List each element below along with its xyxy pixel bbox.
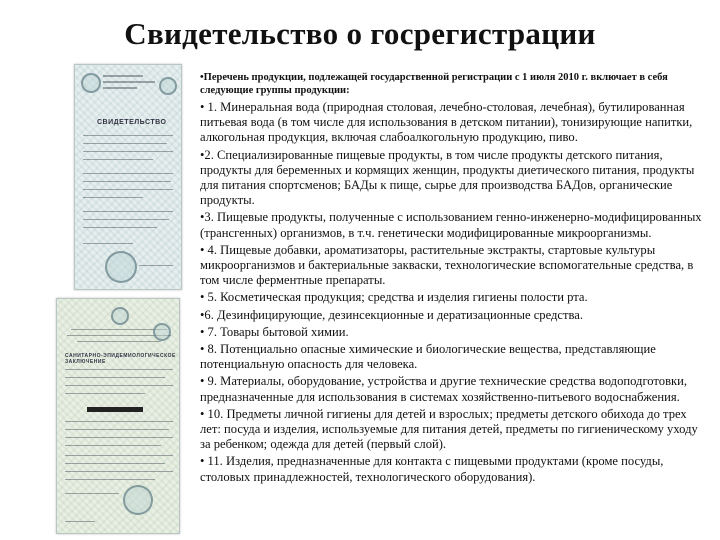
list-item: •3. Пищевые продукты, полученные с использованием генно-инженерно-модифицированных (трансгенных) организмов, в т.ч. генетически модифицированные микроорганизмы. [200,210,702,240]
certificate-header: СВИДЕТЕЛЬСТВО [97,119,167,126]
product-list [200,72,710,487]
round-seal-icon [123,485,153,515]
redacted-bar [87,407,143,412]
conclusion-header: САНИТАРНО-ЭПИДЕМИОЛОГИЧЕСКОЕ ЗАКЛЮЧЕНИЕ [65,353,176,365]
stamp-icon [159,77,177,95]
list-item: • 1. Минеральная вода (природная столовая, лечебно-столовая, лечебная), бутилированная питьевая вода (в том числе для использования в детском питании), тонизирующие напитки, алкогольная продукция, включая слабоалкогольную продукцию, пиво. [200,100,693,145]
list-item: •6. Дезинфицирующие, дезинсекционные и дератизационные средства. [200,307,584,322]
list-item: • 10. Предметы личной гигиены для детей и взрослых; предметы детского обихода до трех лет: посуда и изделия, используемые для питания детей, предметы по гигиеническому уходу за ребенком; одежда для детей (первый слой). [200,406,698,452]
stamp-icon [153,323,171,341]
slide-title: Свидетельство о госрегистрации [124,16,596,51]
list-item: • 5. Косметическая продукция; средства и изделия гигиены полости рта. [200,290,588,305]
list-item: • 7. Товары бытовой химии. [200,324,349,339]
list-item: • 8. Потенциально опасные химические и биологические вещества, представляющие потенциальную опасность для человека. [200,342,656,372]
intro-text: •Перечень продукции, подлежащей государственной регистрации с 1 июля 2010 г. включает в себя следующие группы продукции: [200,72,668,96]
emblem-icon [81,73,101,93]
sanitary-conclusion-image [56,298,180,534]
certificate-image [74,64,182,290]
list-item: • 9. Материалы, оборудование, устройства и другие технические средства водоподготовки, предназначенные для использования в системах хозяйственно-питьевого водоснабжения. [200,374,688,404]
list-item: •2. Специализированные пищевые продукты, в том числе продукты детского питания, продукты для беременных и кормящих женщин, продукты диетического питания, продукты для питания спортсменов; БАДы к пище, сырье для производства БАДов, органические продукты. [200,147,695,208]
list-item: • 4. Пищевые добавки, ароматизаторы, растительные экстракты, стартовые культуры микроорганизмов и бактериальные закваски, технологические вспомогательные средства, в том числе ферментные препараты. [200,242,694,288]
list-item: • 11. Изделия, предназначенные для контакта с пищевыми продуктами (кроме посуды, столовых принадлежностей, технологического оборудования). [200,454,664,484]
emblem-icon [111,307,129,325]
round-seal-icon [105,251,137,283]
